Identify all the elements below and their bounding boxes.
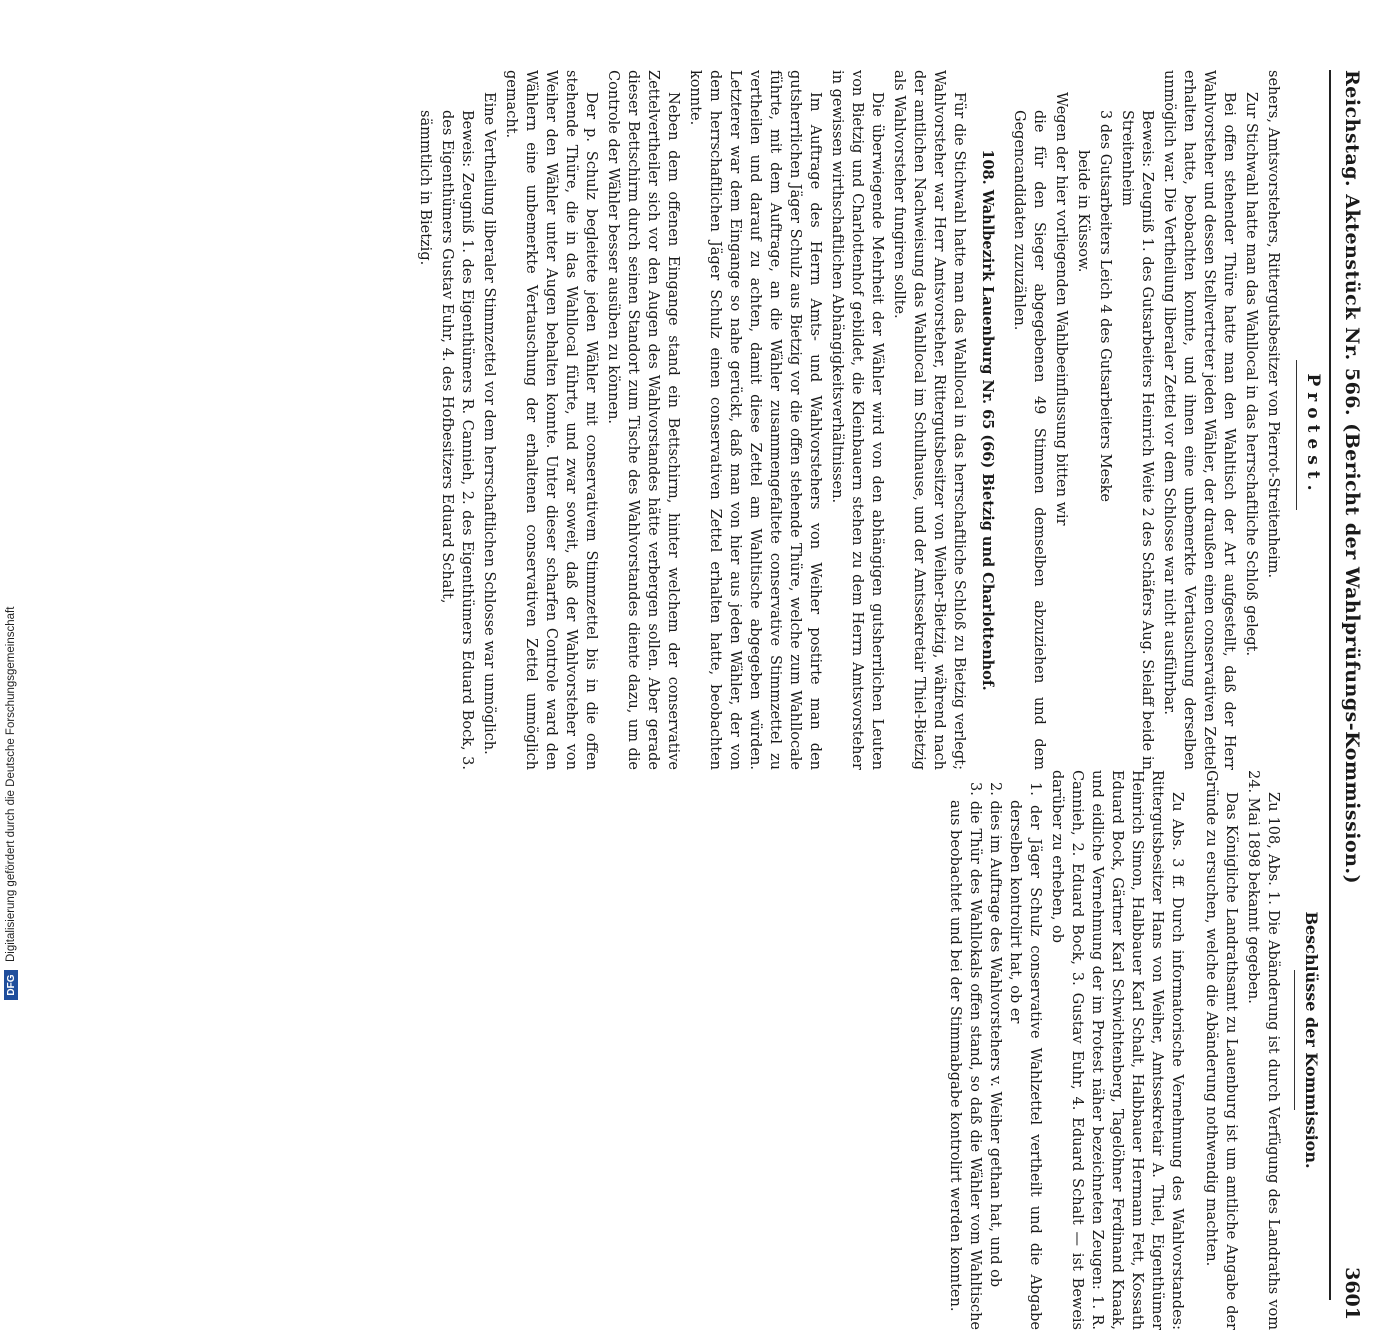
paragraph: Der p. Schulz begleitete jeden Wähler mit conservativem Stimmzettel bis in die offen stehende Thüre, die in das Wahllocal führte, und zwar soweit, daß der Wahlvorsteher von Weiher den Wähler unter Augen behalten konnte. Unter dieser scharfen Controle ward den Wählern eine unbemerkte Vertauschung der erhaltenen conservativen Zettel unmöglich gemacht. bbox=[503, 70, 599, 770]
commission-column bbox=[945, 770, 1283, 1330]
paragraph: Das Königliche Landrathsamt zu Lauenburg ist um amtliche Angabe der Gründe zu ersuchen, welche die Abänderung nothwendig machten. bbox=[1203, 770, 1239, 1330]
commission-title: Beschlüsse der Kommission. bbox=[1302, 911, 1321, 1169]
paragraph: Zu 108, Abs. 1. Die Abänderung ist durch Verfügung des Landraths vom 24. Mai 1898 bekannt gegeben. bbox=[1245, 770, 1281, 1330]
protest-title: Protest. bbox=[1303, 373, 1323, 497]
dfg-logo: DFG bbox=[4, 970, 18, 1000]
paragraph: Zur Stichwahl hatte man das Wahllocal in das herrschaftliche Schloß gelegt. bbox=[1243, 92, 1259, 657]
evidence-line: sämmtlich in Bietzig. bbox=[417, 110, 433, 266]
paragraph: sehers, Amtsvorstehers, Rittergutsbesitzer von Pierrot-Streitenheim. bbox=[1265, 70, 1281, 579]
page-number: 3601 bbox=[1341, 1267, 1363, 1320]
paragraph: Eine Vertheilung liberaler Stimmzettel vor dem herrschaftlichen Schlosse war unmöglich. bbox=[481, 92, 497, 755]
evidence-line: Beweis: Zeugniß 1. des Gutsarbeiters Heinrich Weite 2 des Schäfers Aug. Sielaff beide in Streitenheim bbox=[1119, 110, 1155, 770]
paragraph: Neben dem offenen Eingange stand ein Bettschirm, hinter welchem der conservative Zettelvertheiler sich vor den Augen des Wahlvorstandes hätte verbergen sollen. Aber gerade dieser Bettschirm durch seinen Standort zum Tische des Wahlvorstandes diente dazu, um die Controle der Wähler besser ausüben zu können. bbox=[605, 70, 681, 770]
page-header bbox=[1329, 70, 1369, 1320]
evidence-line: Beweis: Zeugniß 1. des Eigenthümers R. Cannieh, 2. des Eigenthümers Eduard Bock, 3. des Eigenthümers Gustav Euhr, 4. des Hofbesitzers Eduard Schalt, bbox=[439, 110, 475, 770]
paragraph: die für den Sieger abgegebenen 49 Stimmen demselben abzuziehen und dem Gegencandidaten zuzuzählen. bbox=[1011, 110, 1047, 770]
evidence-line: 3 des Gutsarbeiters Leich 4 des Gutsarbeiters Meske bbox=[1097, 110, 1113, 502]
paragraph: Bei offen stehender Thüre hatte man den Wahltisch der Art aufgestellt, daß der Herr Wahlvorsteher und dessen Stellvertreter jeden Wähler, der draußen einen conservativen Zettel erhalten hatte, beobachten konnte, und ihnen eine unbemerkte Vertauschung derselben unmöglich war. Die Vertheilung liberaler Zettel vor dem Schlosse war nicht ausführbar. bbox=[1161, 70, 1237, 770]
evidence-line: beide in Küssow. bbox=[1075, 150, 1091, 273]
list-item: 3. die Thür des Wahllokals offen stand, so daß die Wähler vom Wahltische aus beobachtet und bei der Stimmabgabe kontrolirt werden konnten. bbox=[947, 782, 983, 1330]
paragraph: Wegen der hier vorliegenden Wahlbeeinflussung bitten wir bbox=[1053, 92, 1069, 526]
protest-column bbox=[413, 70, 1283, 770]
paragraph: Zu Abs. 3 ff. Durch informatorische Vernehmung des Wahlvorstandes: Rittergutsbesitzer Hans von Weiher, Amtssekretair A. Thiel, Eigenthümer Heinrich Simon, Halbbauer Karl Schalt, Halbbauer Hermann Fett, Kossath Eduard Bock, Gärtner Karl Schwichtenberg, Tagelöhner Ferdinand Knaak, und eidliche Vernehmung der im Protest näher bezeichneten Zeugen: 1. R. Cannieh, 2. Eduard Bock, 3. Gustav Euhr, 4. Eduard Schalt — ist Beweis darüber zu erheben, ob bbox=[1049, 770, 1185, 1330]
paragraph: Die überwiegende Mehrheit der Wähler wird von den abhängigen gutsherrlichen Leuten von Bietzig und Charlottenhof gebildet, die Kleinbauern stehen zu dem Herrn Amtsvorsteher in gewissen wirthschaftlichen Abhängigkeitsverhältnissen. bbox=[829, 70, 885, 770]
title-rule-right bbox=[1294, 970, 1295, 1110]
list-item: 1. der Jäger Schulz conservative Wahlzettel vertheilt und die Abgabe derselben kontrolirt hat, ob er bbox=[1007, 782, 1043, 1330]
list-item: 2. dies im Auftrage des Wahlvorstehers v. Weiher gethan hat, und ob bbox=[987, 782, 1003, 1288]
paragraph: Im Auftrage des Herrn Amts- und Wahlvorstehers von Weiher postirte man den gutsherrlichen Jäger Schulz aus Bietzig vor die offen stehende Thüre, welche zum Wahllocale führte, mit dem Auftrage, an die Wähler zusammengefaltete conservative Stimmzettel zu vertheilen und darauf zu achten, damit diese Zettel am Wahltische abgegeben würden. Letzterer war dem Eingange so nahe gerückt, daß man von hier aus jeden Wähler, der von dem herrschaftlichen Jäger Schulz einen conservativen Zettel erhalten hatte, beobachten konnte. bbox=[687, 70, 823, 770]
paragraph: Für die Stichwahl hatte man das Wahllocal in das herrschaftliche Schloß zu Bietzig verlegt; Wahlvorsteher war Herr Amtsvorsteher, Rittergutsbesitzer von Weiher-Bietzig, während nach der amtlichen Nachweisung das Wahllocal im Schulhause, und der Amtssekretair Thiel-Bietzig als Wahlvorsteher fungiren sollte. bbox=[891, 70, 967, 770]
funding-note: Digitalisierung gefördert durch die Deutsche Forschungsgemeinschaft bbox=[5, 606, 17, 962]
running-title: Reichstag. Aktenstück Nr. 566. (Bericht der Wahlprüfungs-Kommission.) bbox=[1341, 70, 1363, 885]
header-rule bbox=[1329, 70, 1331, 1300]
title-rule-left bbox=[1296, 360, 1297, 510]
section-heading: 108. Wahlbezirk Lauenburg Nr. 65 (66) Bietzig und Charlottenhof. bbox=[979, 149, 996, 691]
footer bbox=[0, 0, 22, 1000]
